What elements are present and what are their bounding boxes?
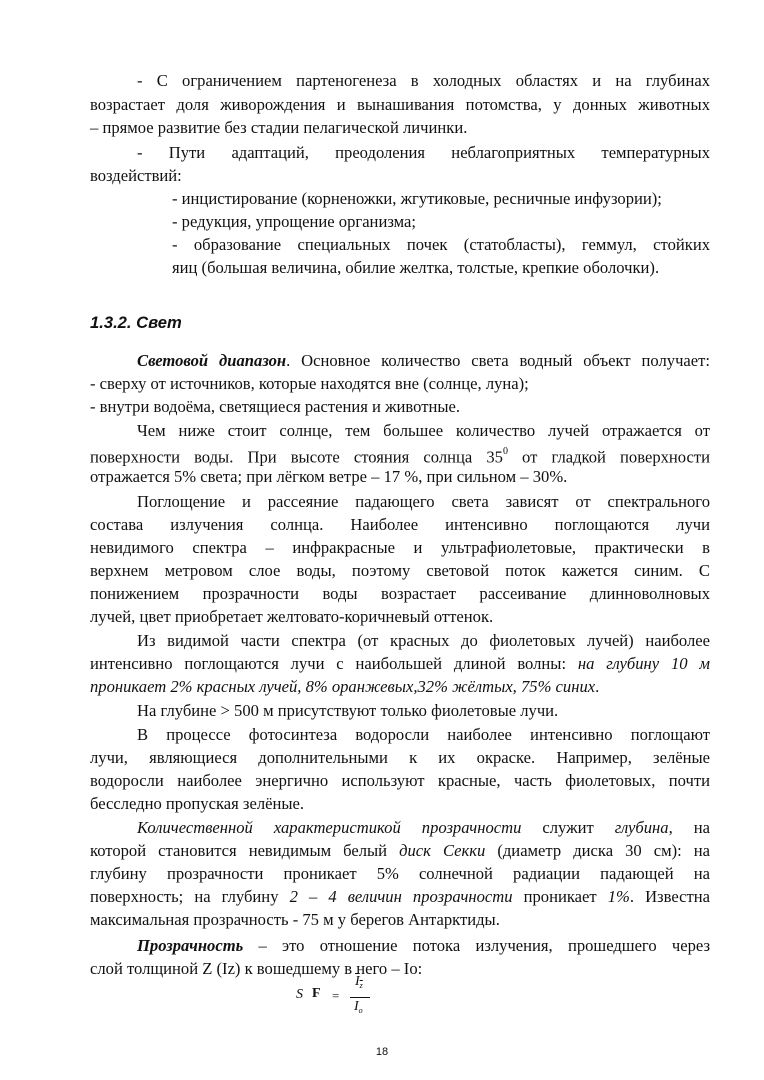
term-transparency: Прозрачность <box>137 936 244 955</box>
paragraph-light-range: Световой диапазон. Основное количество света водный объект получает: <box>137 351 711 370</box>
paragraph-light-range-line3: - внутри водоёма, светящиеся растения и животные. <box>90 397 461 416</box>
paragraph-absorption-line2: состава излучения солнца. Наиболее интенсивно поглощаются лучи <box>90 515 710 534</box>
term-light-range: Световой диапазон <box>137 351 287 370</box>
paragraph-visible-spectrum: Из видимой части спектра (от красных до фиолетовых лучей) наиболее <box>137 631 710 650</box>
formula-fraction-bar <box>350 997 370 998</box>
bullet-buds-line2: яиц (большая величина, обилие желтка, толстые, крепкие оболочки). <box>172 258 660 277</box>
paragraph-absorption-line3: невидимого спектра – инфракрасные и ультрафиолетовые, практически в <box>90 538 710 557</box>
paragraph-photosynthesis-line4: бесследно пропуская зелёные. <box>90 794 305 813</box>
paragraph-parthenogenesis-line3: – прямое развитие без стадии пелагической личинки. <box>90 118 468 137</box>
formula-equals: = <box>332 988 340 1003</box>
paragraph-sun-angle: Чем ниже стоит солнце, тем большее количество лучей отражается от <box>137 421 710 440</box>
bullet-buds: - образование специальных почек (статобласты), геммул, стойких <box>172 235 710 254</box>
paragraph-visible-spectrum-line2: интенсивно поглощаются лучи с наибольшей длиной волны: на глубину 10 м <box>90 654 710 673</box>
paragraph-absorption-line6: лучей, цвет приобретает желтовато-коричневый оттенок. <box>90 607 494 626</box>
paragraph-violet-depth: На глубине > 500 м присутствуют только фиолетовые лучи. <box>137 701 559 720</box>
paragraph-secchi: Количественной характеристикой прозрачности служит глубина, на <box>137 818 710 837</box>
paragraph-photosynthesis: В процессе фотосинтеза водоросли наиболее интенсивно поглощают <box>137 725 710 744</box>
bullet-encystment: - инцистирование (корненожки, жгутиковые, ресничные инфузории); <box>172 189 662 208</box>
formula-numerator: $I_z$ <box>355 974 363 990</box>
paragraph-sun-angle-line3: отражается 5% света; при лёгком ветре – 17 %, при сильном – 30%. <box>90 467 568 486</box>
paragraph-secchi-line5: максимальная прозрачность - 75 м у берегов Антарктиды. <box>90 910 500 929</box>
paragraph-adaptations-line2: воздействий: <box>90 166 182 185</box>
paragraph-sun-angle-line2: поверхности воды. При высоте стояния солнца $35^0$ от гладкой поверхности <box>90 446 710 467</box>
paragraph-photosynthesis-line3: водоросли наиболее энергично используют красные, часть фиолетовых, почти <box>90 771 710 790</box>
paragraph-absorption-line4: верхнем метровом слое воды, поэтому световой поток кажется синим. С <box>90 561 710 580</box>
transparency-formula <box>296 974 416 1024</box>
paragraph-secchi-line2: которой становится невидимым белый диск Секки (диаметр диска 30 см): на <box>90 841 710 860</box>
paragraph-photosynthesis-line2: лучи, являющиеся дополнительными к их окраске. Например, зелёные <box>90 748 710 767</box>
bullet-reduction: - редукция, упрощение организма; <box>172 212 417 231</box>
degree-superscript: 0 <box>502 446 508 457</box>
paragraph-transparency-line2: слой толщиной Z (Iz) к вошедшему в него – Io: <box>90 959 423 978</box>
paragraph-visible-spectrum-line3: проникает 2% красных лучей, 8% оранжевых,32% жёлтых, 75% синих. <box>90 677 600 696</box>
paragraph-light-range-line2: - сверху от источников, которые находятся вне (солнце, луна); <box>90 374 529 393</box>
paragraph-parthenogenesis-line2: возрастает доля живорождения и вынашивания потомства, у донных животных <box>90 95 710 114</box>
paragraph-transparency: Прозрачность – это отношение потока излучения, прошедшего через <box>137 936 710 955</box>
paragraph-secchi-line4: поверхность; на глубину 2 – 4 величин прозрачности проникает 1%. Известна <box>90 887 710 906</box>
paragraph-absorption-line5: понижением прозрачности воды возрастает рассеивание длинноволновых <box>90 584 710 603</box>
page-number: 18 <box>375 1046 389 1058</box>
formula-lhs: S <box>296 987 303 1002</box>
paragraph-secchi-line3: глубину прозрачности проникает 5% солнечной радиации падающей на <box>90 864 710 883</box>
paragraph-parthenogenesis: - С ограничением партеногенеза в холодных областях и на глубинах <box>137 71 710 90</box>
formula-symbol: Ϝ <box>312 986 321 1001</box>
paragraph-absorption: Поглощение и рассеяние падающего света зависят от спектрального <box>137 492 710 511</box>
paragraph-adaptations: - Пути адаптаций, преодоления неблагоприятных температурных <box>137 143 710 162</box>
formula-denominator: $I_o$ <box>354 999 363 1015</box>
section-heading: 1.3.2. Свет <box>90 313 182 332</box>
